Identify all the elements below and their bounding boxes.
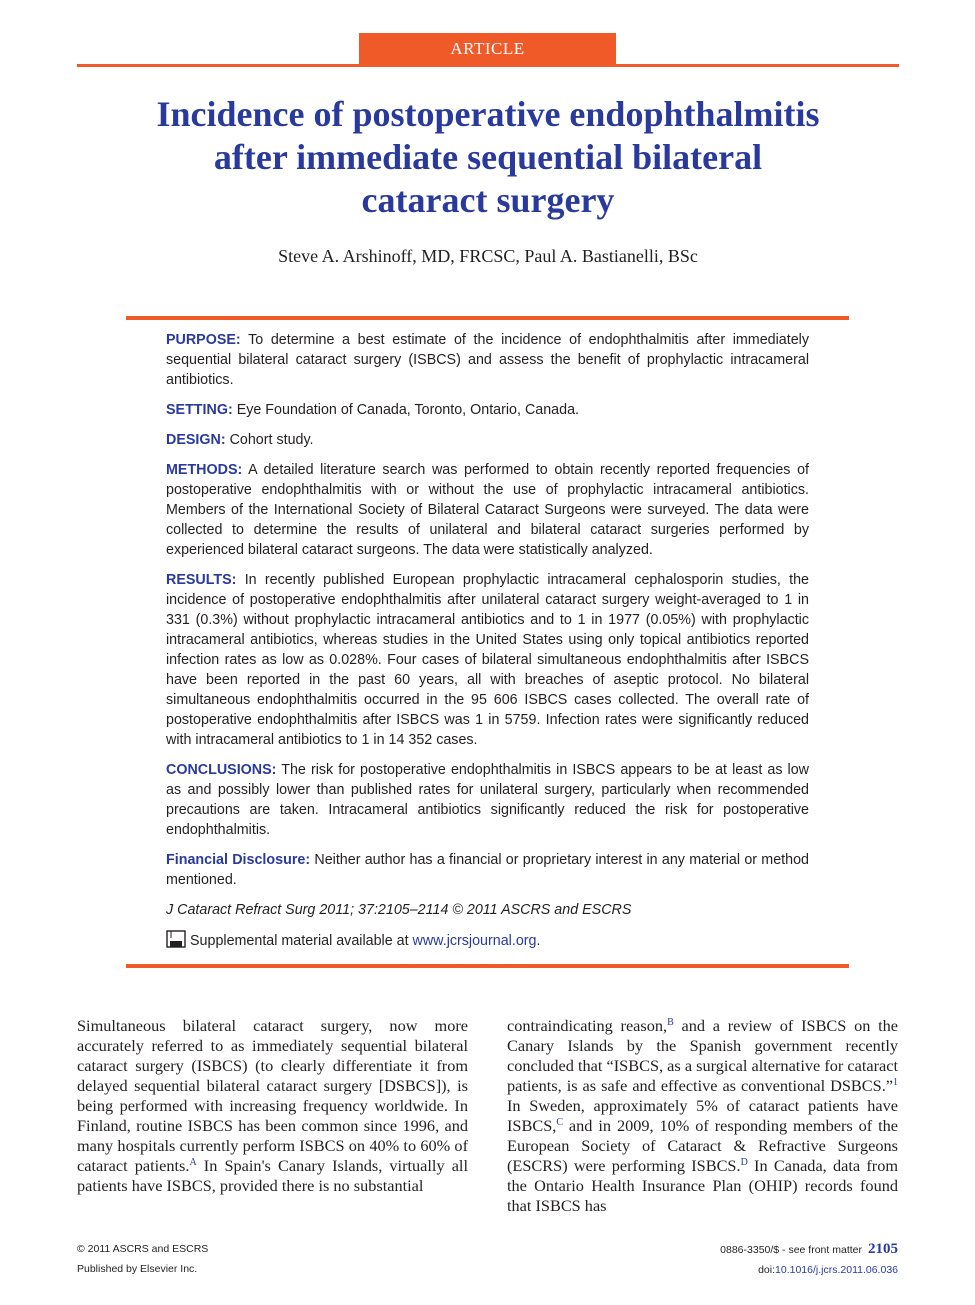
abstract-methods — [166, 460, 809, 560]
reference-link[interactable]: B — [667, 1017, 674, 1028]
journal-website-link[interactable]: www.jcrsjournal.org — [412, 933, 537, 949]
body-column-right — [507, 1016, 898, 1216]
conclusions-label: CONCLUSIONS: — [166, 762, 277, 778]
doi-label: doi: — [758, 1264, 776, 1276]
reference-link[interactable]: 1 — [893, 1077, 898, 1088]
methods-label: METHODS: — [166, 462, 243, 478]
page-number: 2105 — [868, 1241, 898, 1257]
article-type-tag: ARTICLE — [359, 33, 616, 65]
title-line: after immediate sequential bilateral — [213, 137, 763, 177]
issn-line — [720, 1239, 898, 1260]
copyright-line: © 2011 ASCRS and ESCRS — [77, 1243, 209, 1255]
reference-link[interactable]: C — [556, 1117, 563, 1128]
purpose-label: PURPOSE: — [166, 332, 241, 348]
setting-text: Eye Foundation of Canada, Toronto, Ontario, Canada. — [236, 402, 579, 418]
footer-left — [77, 1239, 208, 1279]
author-list: Steve A. Arshinoff, MD, FRCSC, Paul A. Bastianelli, BSc — [278, 246, 698, 266]
doi-line — [720, 1260, 898, 1280]
body-text: and a review of ISBCS on the Canary Islands by the Spanish government recently concluded that “ISBCS, as a surgical alternative for cataract patients, is as safe and effective as conventional DSBCS.” — [507, 1016, 899, 1095]
setting-label: SETTING: — [166, 402, 233, 418]
article-title — [77, 93, 899, 222]
reference-link[interactable]: D — [740, 1157, 748, 1168]
title-line: Incidence of postoperative endophthalmitis — [156, 94, 820, 134]
issn-text: 0886-3350/$ - see front matter — [720, 1244, 862, 1256]
body-text: In Canada, data from the Ontario Health Insurance Plan (OHIP) records found that ISBCS has — [507, 1156, 899, 1215]
abstract-top-rule — [126, 316, 849, 320]
supplemental-note — [166, 930, 809, 954]
abstract-conclusions — [166, 760, 809, 840]
title-line: cataract surgery — [361, 180, 615, 220]
abstract-results — [166, 570, 809, 750]
body-text: contraindicating reason, — [507, 1016, 668, 1035]
conclusions-text: The risk for postoperative endophthalmitis in ISBCS appears to be at least as low as and possibly lower than published rates for unilateral surgery, particularly when recommended precautions are taken. Intracameral antibiotics significantly reduced the risk for postoperative endophthalmitis. — [166, 762, 809, 838]
body-column-left — [77, 1016, 468, 1196]
results-label: RESULTS: — [166, 572, 237, 588]
abstract-design — [166, 430, 809, 450]
purpose-text: To determine a best estimate of the incidence of endophthalmitis after immediately sequential bilateral cataract surgery (ISBCS) and assess the benefit of prophylactic intracameral antibiotics. — [166, 332, 809, 388]
disclosure-label: Financial Disclosure: — [166, 852, 311, 868]
body-text: and in 2009, 10% of responding members of the European Society of Cataract & Refractive Surgeons (ESCRS) were performing ISBCS. — [507, 1116, 898, 1175]
methods-text: A detailed literature search was performed to obtain recently reported frequencies of postoperative endophthalmitis with or without the use of prophylactic intracameral antibiotics. Members of the International Society of Bilateral Cataract Surgeons were surveyed. The data were collected to determine the results of unilateral and bilateral cataract surgeries performed by experienced bilateral cataract surgeons. The data were statistically analyzed. — [166, 462, 809, 558]
publisher-line: Published by Elsevier Inc. — [77, 1263, 198, 1275]
abstract-disclosure — [166, 850, 809, 890]
disclosure-text: Neither author has a financial or proprietary interest in any material or method mentioned. — [166, 852, 809, 888]
abstract — [166, 330, 809, 964]
header-divider — [77, 64, 899, 67]
results-text: In recently published European prophylactic intracameral cephalosporin studies, the incidence of postoperative endophthalmitis after unilateral cataract surgery weight-averaged to 1 in 331 (0.3%) without prophylactic intracameral antibiotics and to 1 in 1977 (0.05%) with prophylactic intracameral antibiotics, whereas studies in the United States using only topical antibiotics reported infection rates as low as 0.028%. Four cases of bilateral simultaneous endophthalmitis after ISBCS have been reported in the past 60 years, all with breaches of aseptic protocol. No bilateral simultaneous endophthalmitis occurred in the 95 606 ISBCS cases collected. The overall rate of postoperative endophthalmitis after ISBCS was 1 in 5759. Infection rates were significantly reduced with intracameral antibiotics to 1 in 14 352 cases. — [166, 572, 809, 748]
abstract-bottom-rule — [126, 964, 849, 968]
body-text: In Spain's Canary Islands, virtually all patients have ISBCS, provided there is no substantial — [77, 1156, 468, 1195]
body-text: In Sweden, approximately 5% of cataract patients have ISBCS, — [507, 1096, 898, 1135]
abstract-purpose — [166, 330, 809, 390]
abstract-setting — [166, 400, 809, 420]
supplemental-text: Supplemental material available at — [190, 933, 413, 949]
disk-icon — [166, 930, 186, 954]
reference-link[interactable]: A — [189, 1157, 197, 1168]
journal-citation: J Cataract Refract Surg 2011; 37:2105–2114 © 2011 ASCRS and ESCRS — [166, 902, 632, 918]
supplemental-tail: . — [536, 933, 541, 949]
design-text: Cohort study. — [229, 432, 314, 448]
body-text: Simultaneous bilateral cataract surgery, now more accurately referred to as immediately sequential bilateral cataract surgery (ISBCS) (to clearly differentiate it from delayed sequential bilateral cataract surgery [DSBCS]), is being performed with increasing frequency worldwide. In Finland, routine ISBCS has been common since 1996, and many hospitals currently perform ISBCS on 40% to 60% of cataract patients. — [77, 1016, 468, 1175]
doi-link[interactable]: 10.1016/j.jcrs.2011.06.036 — [775, 1264, 898, 1276]
footer-right — [720, 1239, 898, 1280]
design-label: DESIGN: — [166, 432, 226, 448]
